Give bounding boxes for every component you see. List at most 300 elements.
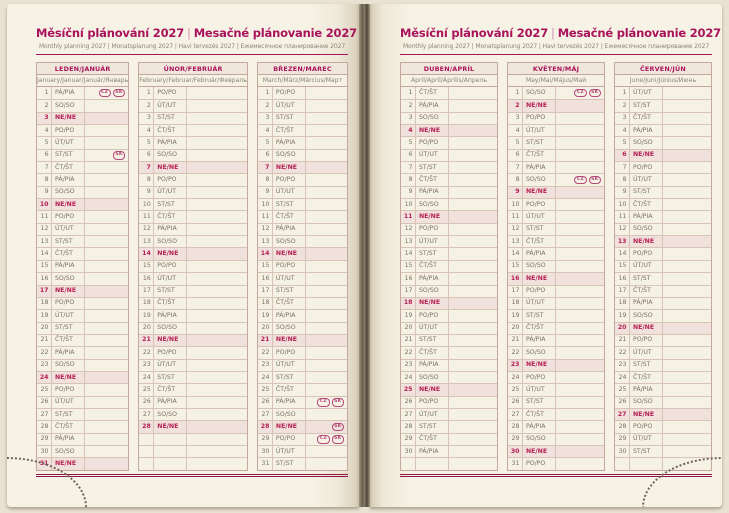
day-number: 29 [508, 434, 523, 445]
notes-cell [306, 87, 347, 99]
title-slovak: Mesačné plánovanie 2027 [557, 26, 721, 40]
day-row-24 [258, 371, 347, 383]
day-row-8 [139, 173, 247, 185]
day-row-31 [258, 457, 347, 469]
notes-cell [663, 162, 711, 173]
day-number: 15 [508, 261, 523, 272]
day-name: PO/PO [523, 372, 556, 383]
day-row-28 [401, 420, 497, 432]
day-row-11 [37, 210, 128, 222]
notes-cell [306, 125, 347, 136]
day-row-15 [508, 260, 604, 272]
day-row-24 [401, 371, 497, 383]
day-number: 9 [401, 187, 416, 198]
day-name: ČT/ŠT [416, 261, 449, 272]
notes-cell [556, 87, 604, 99]
day-row-1 [139, 87, 247, 99]
day-row-14 [615, 247, 711, 259]
notes-cell [306, 298, 347, 309]
day-row-11 [615, 210, 711, 222]
day-name: ČT/ŠT [416, 87, 449, 99]
day-row-5 [258, 136, 347, 148]
day-name [154, 446, 187, 457]
day-name: ST/ST [52, 323, 85, 334]
day-name: ST/ST [630, 100, 663, 111]
day-name: SO/SO [630, 310, 663, 321]
day-row-30 [258, 445, 347, 457]
day-row-20 [258, 322, 347, 334]
day-number: 13 [258, 236, 273, 247]
day-number: 20 [139, 323, 154, 334]
day-number: 5 [401, 137, 416, 148]
notes-cell [187, 162, 247, 173]
day-number: 8 [508, 174, 523, 185]
day-row-13 [37, 235, 128, 247]
day-name: ÚT/UT [273, 446, 306, 457]
day-row-23 [401, 359, 497, 371]
notes-cell [663, 224, 711, 235]
day-row-7 [401, 161, 497, 173]
month-table-february [138, 62, 248, 471]
day-name: ČT/ŠT [523, 323, 556, 334]
day-number: 12 [37, 224, 52, 235]
day-row-12 [258, 223, 347, 235]
day-name: ST/ST [523, 137, 556, 148]
day-number: 30 [508, 446, 523, 457]
holiday-badge-sk: SK [113, 151, 125, 160]
day-row-14 [508, 247, 604, 259]
day-number: 18 [508, 298, 523, 309]
day-row-17 [508, 285, 604, 297]
day-number: 1 [37, 87, 52, 99]
notes-cell [85, 298, 128, 309]
notes-cell [85, 162, 128, 173]
notes-cell [306, 187, 347, 198]
day-number: 2 [615, 100, 630, 111]
day-row-26 [508, 396, 604, 408]
day-row-26 [401, 396, 497, 408]
page-title [36, 26, 357, 40]
day-number: 6 [401, 150, 416, 161]
day-row-4 [139, 124, 247, 136]
notes-cell [663, 384, 711, 395]
notes-cell [556, 298, 604, 309]
day-number: 20 [258, 323, 273, 334]
notes-cell [306, 261, 347, 272]
day-number: 13 [401, 236, 416, 247]
day-number: 5 [37, 137, 52, 148]
day-number: 17 [615, 286, 630, 297]
day-row-25 [401, 383, 497, 395]
day-number: 9 [615, 187, 630, 198]
notes-cell [663, 211, 711, 222]
day-name: PÁ/PIA [523, 162, 556, 173]
day-number: 31 [258, 458, 273, 469]
day-row-23 [615, 359, 711, 371]
notes-cell [187, 261, 247, 272]
day-name: ČT/ŠT [154, 298, 187, 309]
notes-cell [663, 125, 711, 136]
day-number: 1 [615, 87, 630, 99]
day-number: 5 [139, 137, 154, 148]
day-name: SO/SO [416, 113, 449, 124]
notes-cell [556, 421, 604, 432]
day-row-19 [139, 309, 247, 321]
day-row-29 [508, 433, 604, 445]
day-number: 4 [258, 125, 273, 136]
day-name: ČT/ŠT [52, 162, 85, 173]
notes-cell [663, 446, 711, 457]
notes-cell [187, 174, 247, 185]
day-row-1 [615, 87, 711, 99]
notes-cell [85, 286, 128, 297]
notes-cell [187, 137, 247, 148]
day-row-30 [615, 445, 711, 457]
day-row-6 [615, 149, 711, 161]
notes-cell [85, 384, 128, 395]
day-number: 18 [139, 298, 154, 309]
notes-cell [85, 372, 128, 383]
day-row-8 [401, 173, 497, 185]
notes-cell [449, 187, 497, 198]
day-number: 4 [401, 125, 416, 136]
day-number: 16 [508, 273, 523, 284]
notes-cell [663, 174, 711, 185]
notes-cell [449, 446, 497, 457]
day-row-13 [401, 235, 497, 247]
day-number: 5 [508, 137, 523, 148]
day-number: 3 [139, 113, 154, 124]
day-number: 6 [258, 150, 273, 161]
day-number: 3 [401, 113, 416, 124]
notes-cell [449, 335, 497, 346]
day-row-20 [508, 322, 604, 334]
day-number: 7 [615, 162, 630, 173]
day-number: 23 [37, 360, 52, 371]
notes-cell [306, 162, 347, 173]
day-number: 6 [37, 150, 52, 161]
notes-cell [663, 187, 711, 198]
notes-cell [85, 261, 128, 272]
notes-cell [85, 434, 128, 445]
day-number: 8 [615, 174, 630, 185]
notes-cell [449, 384, 497, 395]
day-row-3 [37, 112, 128, 124]
day-number: 29 [615, 434, 630, 445]
day-name: ST/ST [273, 372, 306, 383]
header-rule [400, 54, 712, 55]
day-number: 29 [401, 434, 416, 445]
day-name: ÚT/UT [630, 174, 663, 185]
day-row-15 [139, 260, 247, 272]
day-row-22 [401, 346, 497, 358]
day-row-5 [37, 136, 128, 148]
notes-cell [85, 323, 128, 334]
notes-cell [187, 224, 247, 235]
day-row-19 [508, 309, 604, 321]
day-row-26 [37, 396, 128, 408]
day-number: 12 [258, 224, 273, 235]
day-number: 11 [139, 211, 154, 222]
day-row-5 [401, 136, 497, 148]
notes-cell [85, 335, 128, 346]
day-row-1 [508, 87, 604, 99]
notes-cell [449, 236, 497, 247]
day-name: ÚT/UT [523, 298, 556, 309]
day-name: PÁ/PIA [273, 397, 306, 408]
day-number: 22 [258, 347, 273, 358]
day-number: 13 [508, 236, 523, 247]
day-number: 8 [401, 174, 416, 185]
day-row-1 [401, 87, 497, 99]
day-row-9 [258, 186, 347, 198]
holiday-badge-cz: CZ [317, 398, 329, 407]
notes-cell [663, 298, 711, 309]
day-name: ST/ST [416, 162, 449, 173]
day-row-28 [508, 420, 604, 432]
notes-cell [85, 409, 128, 420]
day-row-7 [615, 161, 711, 173]
day-name: SO/SO [523, 174, 556, 185]
day-name: ČT/ŠT [416, 347, 449, 358]
day-name: ČT/ŠT [416, 434, 449, 445]
day-row-8 [615, 173, 711, 185]
day-row-16 [258, 272, 347, 284]
day-number: 11 [615, 211, 630, 222]
day-name: ST/ST [52, 409, 85, 420]
day-name: ČT/ŠT [154, 211, 187, 222]
day-row-18 [258, 297, 347, 309]
holiday-badge-sk: SK [113, 89, 125, 98]
day-row-27 [615, 408, 711, 420]
day-name: NE/NE [523, 100, 556, 111]
day-name: PÁ/PIA [416, 100, 449, 111]
notes-cell [449, 372, 497, 383]
day-name: ST/ST [523, 397, 556, 408]
notes-cell [449, 298, 497, 309]
day-name: NE/NE [52, 286, 85, 297]
day-row-21 [37, 334, 128, 346]
day-row-19 [615, 309, 711, 321]
notes-cell [306, 236, 347, 247]
day-row-23 [508, 359, 604, 371]
notes-cell [187, 273, 247, 284]
day-number: 7 [401, 162, 416, 173]
day-number: 20 [401, 323, 416, 334]
day-row-4 [615, 124, 711, 136]
notes-cell [449, 360, 497, 371]
notes-cell [187, 113, 247, 124]
notes-cell [663, 323, 711, 334]
notes-cell [306, 174, 347, 185]
day-row-empty [139, 433, 247, 445]
day-row-2 [615, 99, 711, 111]
notes-cell [556, 286, 604, 297]
day-number: 18 [401, 298, 416, 309]
day-row-17 [139, 285, 247, 297]
day-name: PO/PO [523, 113, 556, 124]
day-row-10 [139, 198, 247, 210]
day-row-6 [508, 149, 604, 161]
day-number: 1 [508, 87, 523, 99]
notes-cell [663, 100, 711, 111]
day-row-9 [139, 186, 247, 198]
day-number: 28 [615, 421, 630, 432]
day-name: ST/ST [630, 446, 663, 457]
notes-cell [187, 211, 247, 222]
day-row-22 [37, 346, 128, 358]
day-number: 30 [615, 446, 630, 457]
holiday-badge-cz: CZ [317, 435, 329, 444]
day-row-20 [37, 322, 128, 334]
day-name: NE/NE [273, 421, 306, 432]
day-row-9 [401, 186, 497, 198]
day-row-21 [508, 334, 604, 346]
day-name: NE/NE [523, 187, 556, 198]
notes-cell [556, 211, 604, 222]
day-name: PO/PO [154, 347, 187, 358]
day-row-21 [615, 334, 711, 346]
day-row-8 [37, 173, 128, 185]
notes-cell [556, 137, 604, 148]
day-row-26 [139, 396, 247, 408]
day-name: PÁ/PIA [273, 310, 306, 321]
day-number: 28 [139, 421, 154, 432]
day-row-17 [401, 285, 497, 297]
day-name: ČT/ŠT [154, 125, 187, 136]
day-name: ST/ST [154, 286, 187, 297]
day-name: NE/NE [416, 384, 449, 395]
day-row-4 [258, 124, 347, 136]
month-grid-left [36, 62, 348, 471]
day-number: 10 [615, 199, 630, 210]
notes-cell [663, 261, 711, 272]
title-czech: Měsíční plánování 2027 [36, 26, 184, 40]
notes-cell [187, 286, 247, 297]
day-name: ST/ST [154, 113, 187, 124]
day-name: SO/SO [416, 199, 449, 210]
day-row-14 [401, 247, 497, 259]
notes-cell [663, 248, 711, 259]
day-name: PÁ/PIA [52, 261, 85, 272]
notes-cell [187, 397, 247, 408]
day-name: ÚT/UT [52, 137, 85, 148]
day-name: PÁ/PIA [416, 360, 449, 371]
day-number: 20 [37, 323, 52, 334]
day-row-empty [401, 457, 497, 469]
month-days [401, 87, 497, 470]
month-table-june [614, 62, 712, 471]
day-number: 16 [258, 273, 273, 284]
day-row-20 [401, 322, 497, 334]
notes-cell [449, 199, 497, 210]
day-number: 8 [258, 174, 273, 185]
day-name: NE/NE [154, 162, 187, 173]
header-rule [36, 54, 348, 55]
day-row-5 [508, 136, 604, 148]
day-number: 6 [615, 150, 630, 161]
day-number: 4 [37, 125, 52, 136]
day-name: ST/ST [154, 199, 187, 210]
day-name: ST/ST [273, 286, 306, 297]
day-name: PÁ/PIA [630, 125, 663, 136]
day-name: SO/SO [273, 409, 306, 420]
day-number: 28 [401, 421, 416, 432]
notes-cell [85, 273, 128, 284]
day-name: ÚT/UT [416, 409, 449, 420]
notes-cell [306, 199, 347, 210]
month-subtitle: May/Mai/Május/Май [508, 75, 604, 87]
day-name: PO/PO [416, 137, 449, 148]
month-name: ČERVEN/JÚN [615, 63, 711, 75]
day-number: 16 [37, 273, 52, 284]
day-number: 27 [615, 409, 630, 420]
day-row-8 [508, 173, 604, 185]
notes-cell [306, 372, 347, 383]
day-row-empty [139, 457, 247, 469]
day-number: 27 [258, 409, 273, 420]
day-row-2 [258, 99, 347, 111]
day-name: PÁ/PIA [416, 273, 449, 284]
day-number: 18 [37, 298, 52, 309]
day-name: PO/PO [416, 224, 449, 235]
day-number: 23 [615, 360, 630, 371]
day-row-3 [139, 112, 247, 124]
day-row-26 [615, 396, 711, 408]
day-number: 10 [139, 199, 154, 210]
day-name: PO/PO [523, 199, 556, 210]
day-number: 23 [401, 360, 416, 371]
day-row-24 [139, 371, 247, 383]
book-spine [359, 4, 370, 507]
day-number: 21 [508, 335, 523, 346]
notes-cell [556, 150, 604, 161]
day-number: 1 [401, 87, 416, 99]
day-number: 22 [139, 347, 154, 358]
day-name: ČT/ŠT [630, 286, 663, 297]
day-row-1 [37, 87, 128, 99]
notes-cell [85, 211, 128, 222]
notes-cell [449, 150, 497, 161]
day-name: ÚT/UT [154, 360, 187, 371]
day-number: 12 [508, 224, 523, 235]
day-name: NE/NE [523, 360, 556, 371]
day-number: 26 [258, 397, 273, 408]
day-number: 21 [615, 335, 630, 346]
notes-cell [306, 360, 347, 371]
day-name: NE/NE [154, 335, 187, 346]
holiday-badge-sk: SK [332, 423, 344, 432]
day-name: ÚT/UT [630, 87, 663, 99]
day-name: ST/ST [630, 360, 663, 371]
notes-cell [306, 409, 347, 420]
day-number: 18 [258, 298, 273, 309]
notes-cell [663, 273, 711, 284]
day-row-24 [615, 371, 711, 383]
day-number: 7 [508, 162, 523, 173]
day-row-5 [139, 136, 247, 148]
notes-cell [449, 458, 497, 469]
day-number: 29 [37, 434, 52, 445]
notes-cell [306, 434, 347, 445]
day-row-12 [615, 223, 711, 235]
page-title [400, 26, 721, 40]
day-number [139, 446, 154, 457]
notes-cell [449, 397, 497, 408]
notes-cell [449, 323, 497, 334]
day-number: 18 [615, 298, 630, 309]
page-header [400, 26, 721, 50]
